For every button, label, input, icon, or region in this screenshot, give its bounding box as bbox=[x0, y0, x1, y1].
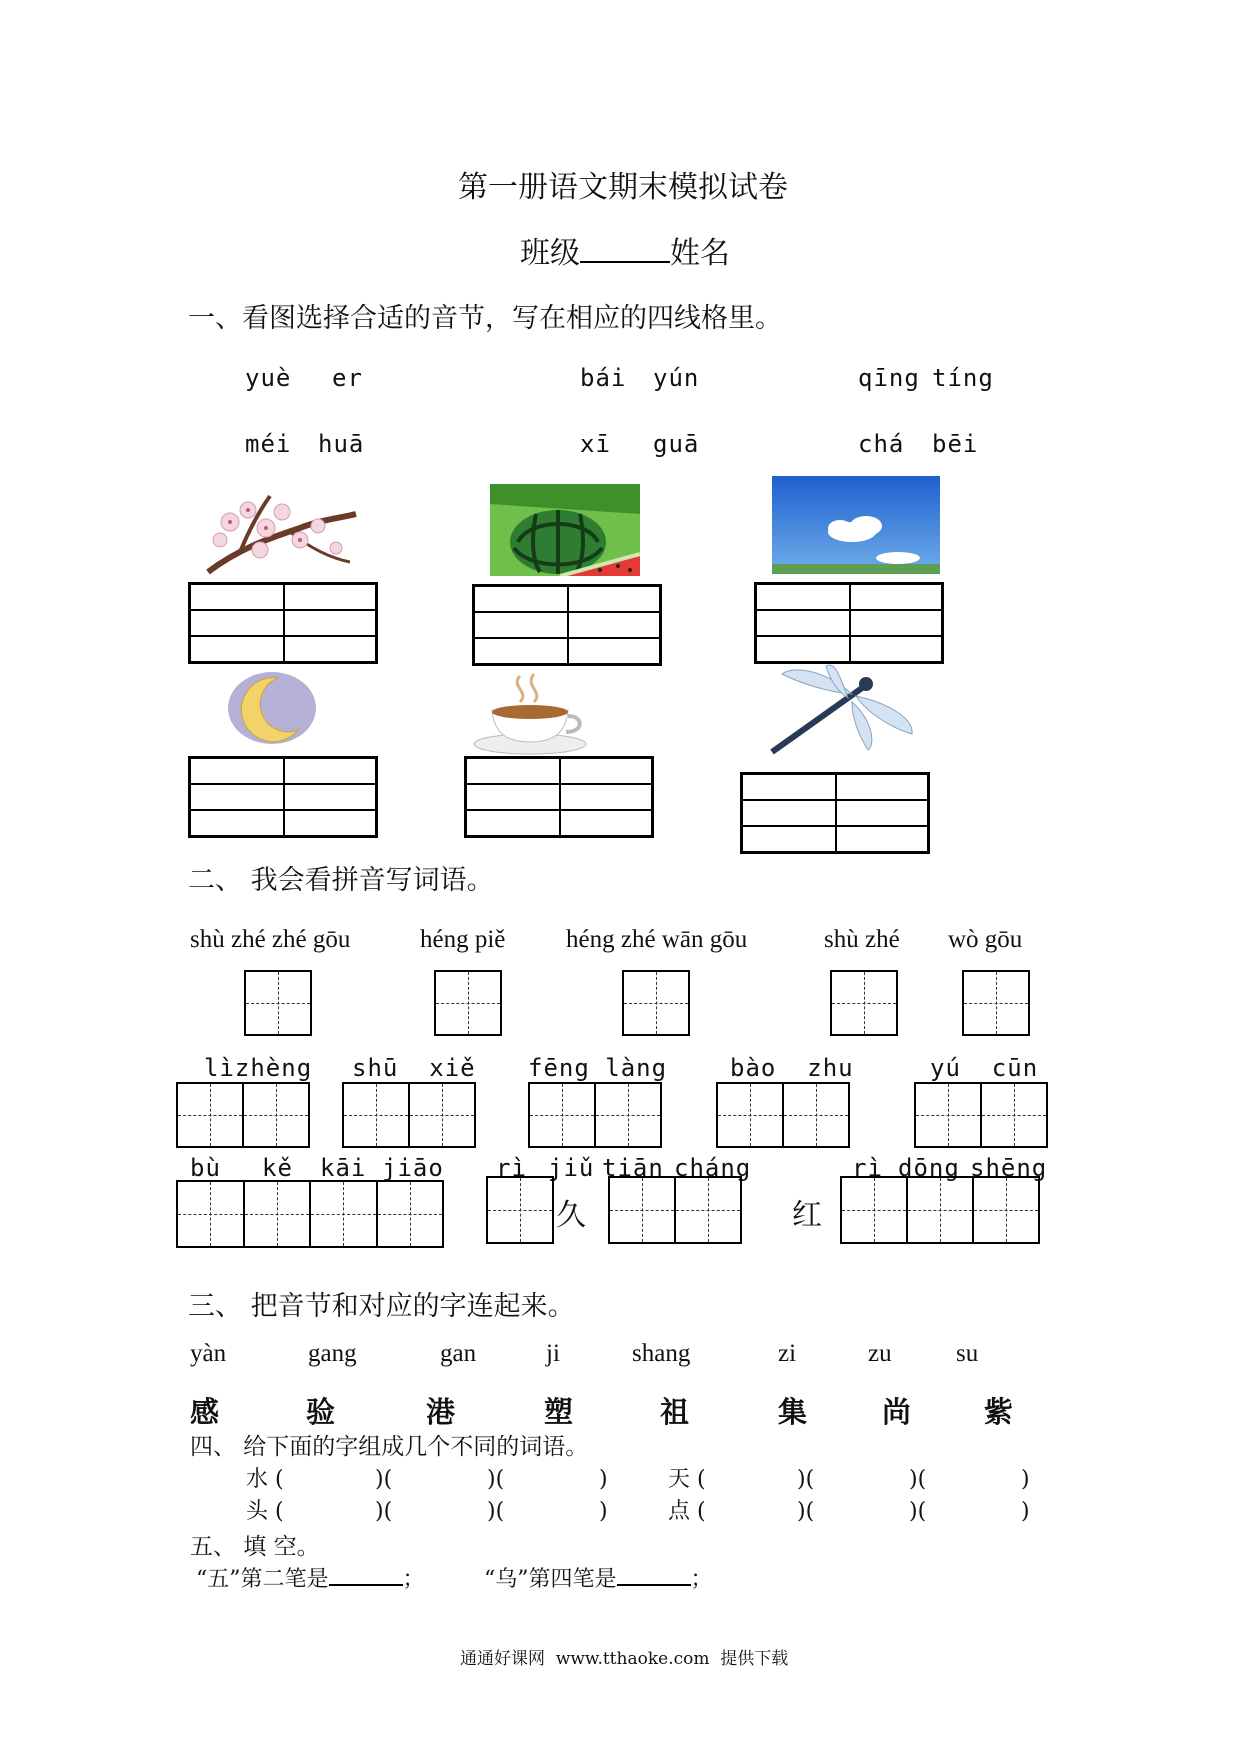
group-char-tian: 天 bbox=[668, 1467, 691, 1492]
word-pinyin-4: bào zhu bbox=[730, 1054, 854, 1082]
idiom-pinyin-3: kāi bbox=[320, 1154, 367, 1182]
page-title: 第一册语文期末模拟试卷 bbox=[458, 170, 788, 205]
group-blank[interactable]: )( bbox=[375, 1467, 393, 1492]
blue-sky-cloud-picture bbox=[772, 476, 940, 574]
group-row-1b bbox=[668, 1462, 1051, 1493]
idiom-pinyin-7: tiān bbox=[602, 1154, 664, 1182]
stroke-box-4[interactable] bbox=[830, 970, 898, 1036]
word-box-4[interactable] bbox=[716, 1082, 850, 1148]
word-pinyin-5: yú cūn bbox=[930, 1054, 1039, 1082]
idiom-box-1[interactable] bbox=[176, 1180, 444, 1248]
fill-q1-sep: ； bbox=[402, 1567, 425, 1592]
stroke-box-5[interactable] bbox=[962, 970, 1030, 1036]
char-7[interactable]: 尚 bbox=[882, 1395, 912, 1429]
syllable-6: zi bbox=[778, 1340, 797, 1367]
stroke-label-5: wò gōu bbox=[948, 926, 1023, 953]
stroke-box-2[interactable] bbox=[434, 970, 502, 1036]
fill-q1-blank[interactable] bbox=[329, 1564, 403, 1586]
stroke-label-2: héng piě bbox=[420, 926, 506, 953]
word-box-3[interactable] bbox=[528, 1082, 662, 1148]
footer bbox=[460, 1644, 788, 1669]
idiom-char-jiu: 久 bbox=[556, 1198, 586, 1233]
word-pinyin-1: lìzhèng bbox=[204, 1054, 313, 1082]
stroke-label-1: shù zhé zhé gōu bbox=[190, 926, 351, 953]
group-blank[interactable]: )( bbox=[487, 1499, 505, 1524]
group-blank[interactable]: )( bbox=[375, 1499, 393, 1524]
stroke-box-1[interactable] bbox=[244, 970, 312, 1036]
s1-pinyin-2: er bbox=[332, 364, 363, 392]
four-line-grid-2[interactable] bbox=[472, 584, 662, 666]
fill-q2-sep: ； bbox=[690, 1567, 713, 1592]
class-blank[interactable] bbox=[580, 233, 670, 263]
idiom-box-2b[interactable] bbox=[608, 1176, 742, 1244]
stroke-box-3[interactable] bbox=[622, 970, 690, 1036]
idiom-pinyin-6: jiǔ bbox=[548, 1154, 595, 1182]
class-label: 班级 bbox=[520, 236, 580, 271]
fill-question-1 bbox=[196, 1562, 425, 1593]
section1-heading: 一、看图选择合适的音节，写在相应的四线格里。 bbox=[188, 303, 782, 334]
crescent-moon-picture bbox=[222, 668, 322, 748]
idiom-pinyin-5: rì bbox=[496, 1154, 527, 1182]
class-name-line bbox=[520, 228, 730, 272]
syllable-5: shang bbox=[632, 1340, 691, 1367]
section5-heading: 五、 填 空。 bbox=[190, 1534, 320, 1560]
idiom-char-hong: 红 bbox=[792, 1198, 822, 1233]
word-box-5[interactable] bbox=[914, 1082, 1048, 1148]
word-box-2[interactable] bbox=[342, 1082, 476, 1148]
syllable-2: gang bbox=[308, 1340, 357, 1367]
char-4[interactable]: 塑 bbox=[544, 1395, 574, 1429]
name-label: 姓名 bbox=[670, 236, 730, 271]
fill-q1-text: “五”第二笔是 bbox=[196, 1567, 329, 1592]
tea-cup-picture bbox=[470, 672, 594, 756]
syllable-3: gan bbox=[440, 1340, 477, 1367]
s1-pinyin-10: guā bbox=[653, 430, 700, 458]
char-8[interactable]: 紫 bbox=[984, 1395, 1014, 1429]
group-blank[interactable]: ( bbox=[697, 1499, 706, 1524]
s1-pinyin-8: huā bbox=[318, 430, 365, 458]
group-blank[interactable]: )( bbox=[909, 1467, 927, 1492]
idiom-pinyin-10: dōng bbox=[898, 1154, 960, 1182]
char-3[interactable]: 港 bbox=[426, 1395, 456, 1429]
group-row-2b bbox=[668, 1494, 1051, 1525]
idiom-box-2a[interactable] bbox=[486, 1176, 554, 1244]
syllable-8: su bbox=[956, 1340, 979, 1367]
char-2[interactable]: 验 bbox=[306, 1395, 336, 1429]
s1-pinyin-12: bēi bbox=[932, 430, 979, 458]
group-char-dian: 点 bbox=[668, 1499, 691, 1524]
syllable-1: yàn bbox=[190, 1340, 227, 1367]
group-blank-end: ) bbox=[599, 1499, 608, 1524]
dragonfly-picture bbox=[752, 664, 920, 760]
syllable-7: zu bbox=[868, 1340, 892, 1367]
four-line-grid-4[interactable] bbox=[188, 756, 378, 838]
s1-pinyin-9: xī bbox=[580, 430, 611, 458]
s1-pinyin-6: tíng bbox=[932, 364, 994, 392]
idiom-pinyin-4: jiāo bbox=[382, 1154, 444, 1182]
group-blank[interactable]: )( bbox=[797, 1499, 815, 1524]
footer-site: 通通好课网 bbox=[460, 1649, 545, 1669]
group-blank[interactable]: ( bbox=[697, 1467, 706, 1492]
idiom-pinyin-9: rì bbox=[852, 1154, 883, 1182]
section2-heading: 二、 我会看拼音写词语。 bbox=[188, 865, 494, 896]
group-blank[interactable]: ( bbox=[275, 1467, 284, 1492]
group-char-tou: 头 bbox=[246, 1499, 269, 1524]
section4-heading: 四、 给下面的字组成几个不同的词语。 bbox=[190, 1434, 589, 1460]
s1-pinyin-4: yún bbox=[653, 364, 700, 392]
stroke-label-3: héng zhé wān gōu bbox=[566, 926, 748, 953]
syllable-4: ji bbox=[546, 1340, 560, 1367]
char-1[interactable]: 感 bbox=[190, 1395, 220, 1429]
word-box-1[interactable] bbox=[176, 1082, 310, 1148]
char-5[interactable]: 祖 bbox=[660, 1395, 690, 1429]
group-row-2 bbox=[246, 1494, 649, 1525]
group-blank[interactable]: ( bbox=[275, 1499, 284, 1524]
idiom-pinyin-2: kě bbox=[262, 1154, 293, 1182]
footer-url[interactable]: www.tthaoke.com bbox=[555, 1649, 710, 1669]
group-row-1 bbox=[246, 1462, 649, 1493]
idiom-pinyin-8: cháng bbox=[674, 1154, 752, 1182]
section3-heading: 三、 把音节和对应的字连起来。 bbox=[188, 1291, 575, 1322]
group-blank[interactable]: )( bbox=[797, 1467, 815, 1492]
group-blank[interactable]: )( bbox=[487, 1467, 505, 1492]
word-pinyin-3: fēng làng bbox=[528, 1054, 668, 1082]
fill-question-2 bbox=[484, 1562, 713, 1593]
four-line-grid-1[interactable] bbox=[188, 582, 378, 664]
s1-pinyin-1: yuè bbox=[245, 364, 292, 392]
fill-q2-blank[interactable] bbox=[617, 1564, 691, 1586]
group-blank-end: ) bbox=[599, 1467, 608, 1492]
four-line-grid-6[interactable] bbox=[740, 772, 930, 854]
fill-q2-text: “乌”第四笔是 bbox=[484, 1567, 617, 1592]
group-char-shui: 水 bbox=[246, 1467, 269, 1492]
s1-pinyin-3: bái bbox=[580, 364, 627, 392]
idiom-pinyin-11: shēng bbox=[970, 1154, 1048, 1182]
idiom-box-3[interactable] bbox=[840, 1176, 1040, 1244]
s1-pinyin-7: méi bbox=[245, 430, 292, 458]
s1-pinyin-5: qīng bbox=[858, 364, 920, 392]
word-pinyin-2: shū xiě bbox=[352, 1054, 476, 1082]
idiom-pinyin-1: bù bbox=[190, 1154, 221, 1182]
group-blank-end: ) bbox=[1021, 1467, 1030, 1492]
four-line-grid-5[interactable] bbox=[464, 756, 654, 838]
watermelon-picture bbox=[490, 484, 640, 576]
plum-blossom-picture bbox=[200, 488, 360, 576]
stroke-label-4: shù zhé bbox=[824, 926, 900, 953]
footer-suffix: 提供下载 bbox=[720, 1649, 789, 1669]
group-blank[interactable]: )( bbox=[909, 1499, 927, 1524]
char-6[interactable]: 集 bbox=[778, 1395, 808, 1429]
s1-pinyin-11: chá bbox=[858, 430, 905, 458]
group-blank-end: ) bbox=[1021, 1499, 1030, 1524]
four-line-grid-3[interactable] bbox=[754, 582, 944, 664]
